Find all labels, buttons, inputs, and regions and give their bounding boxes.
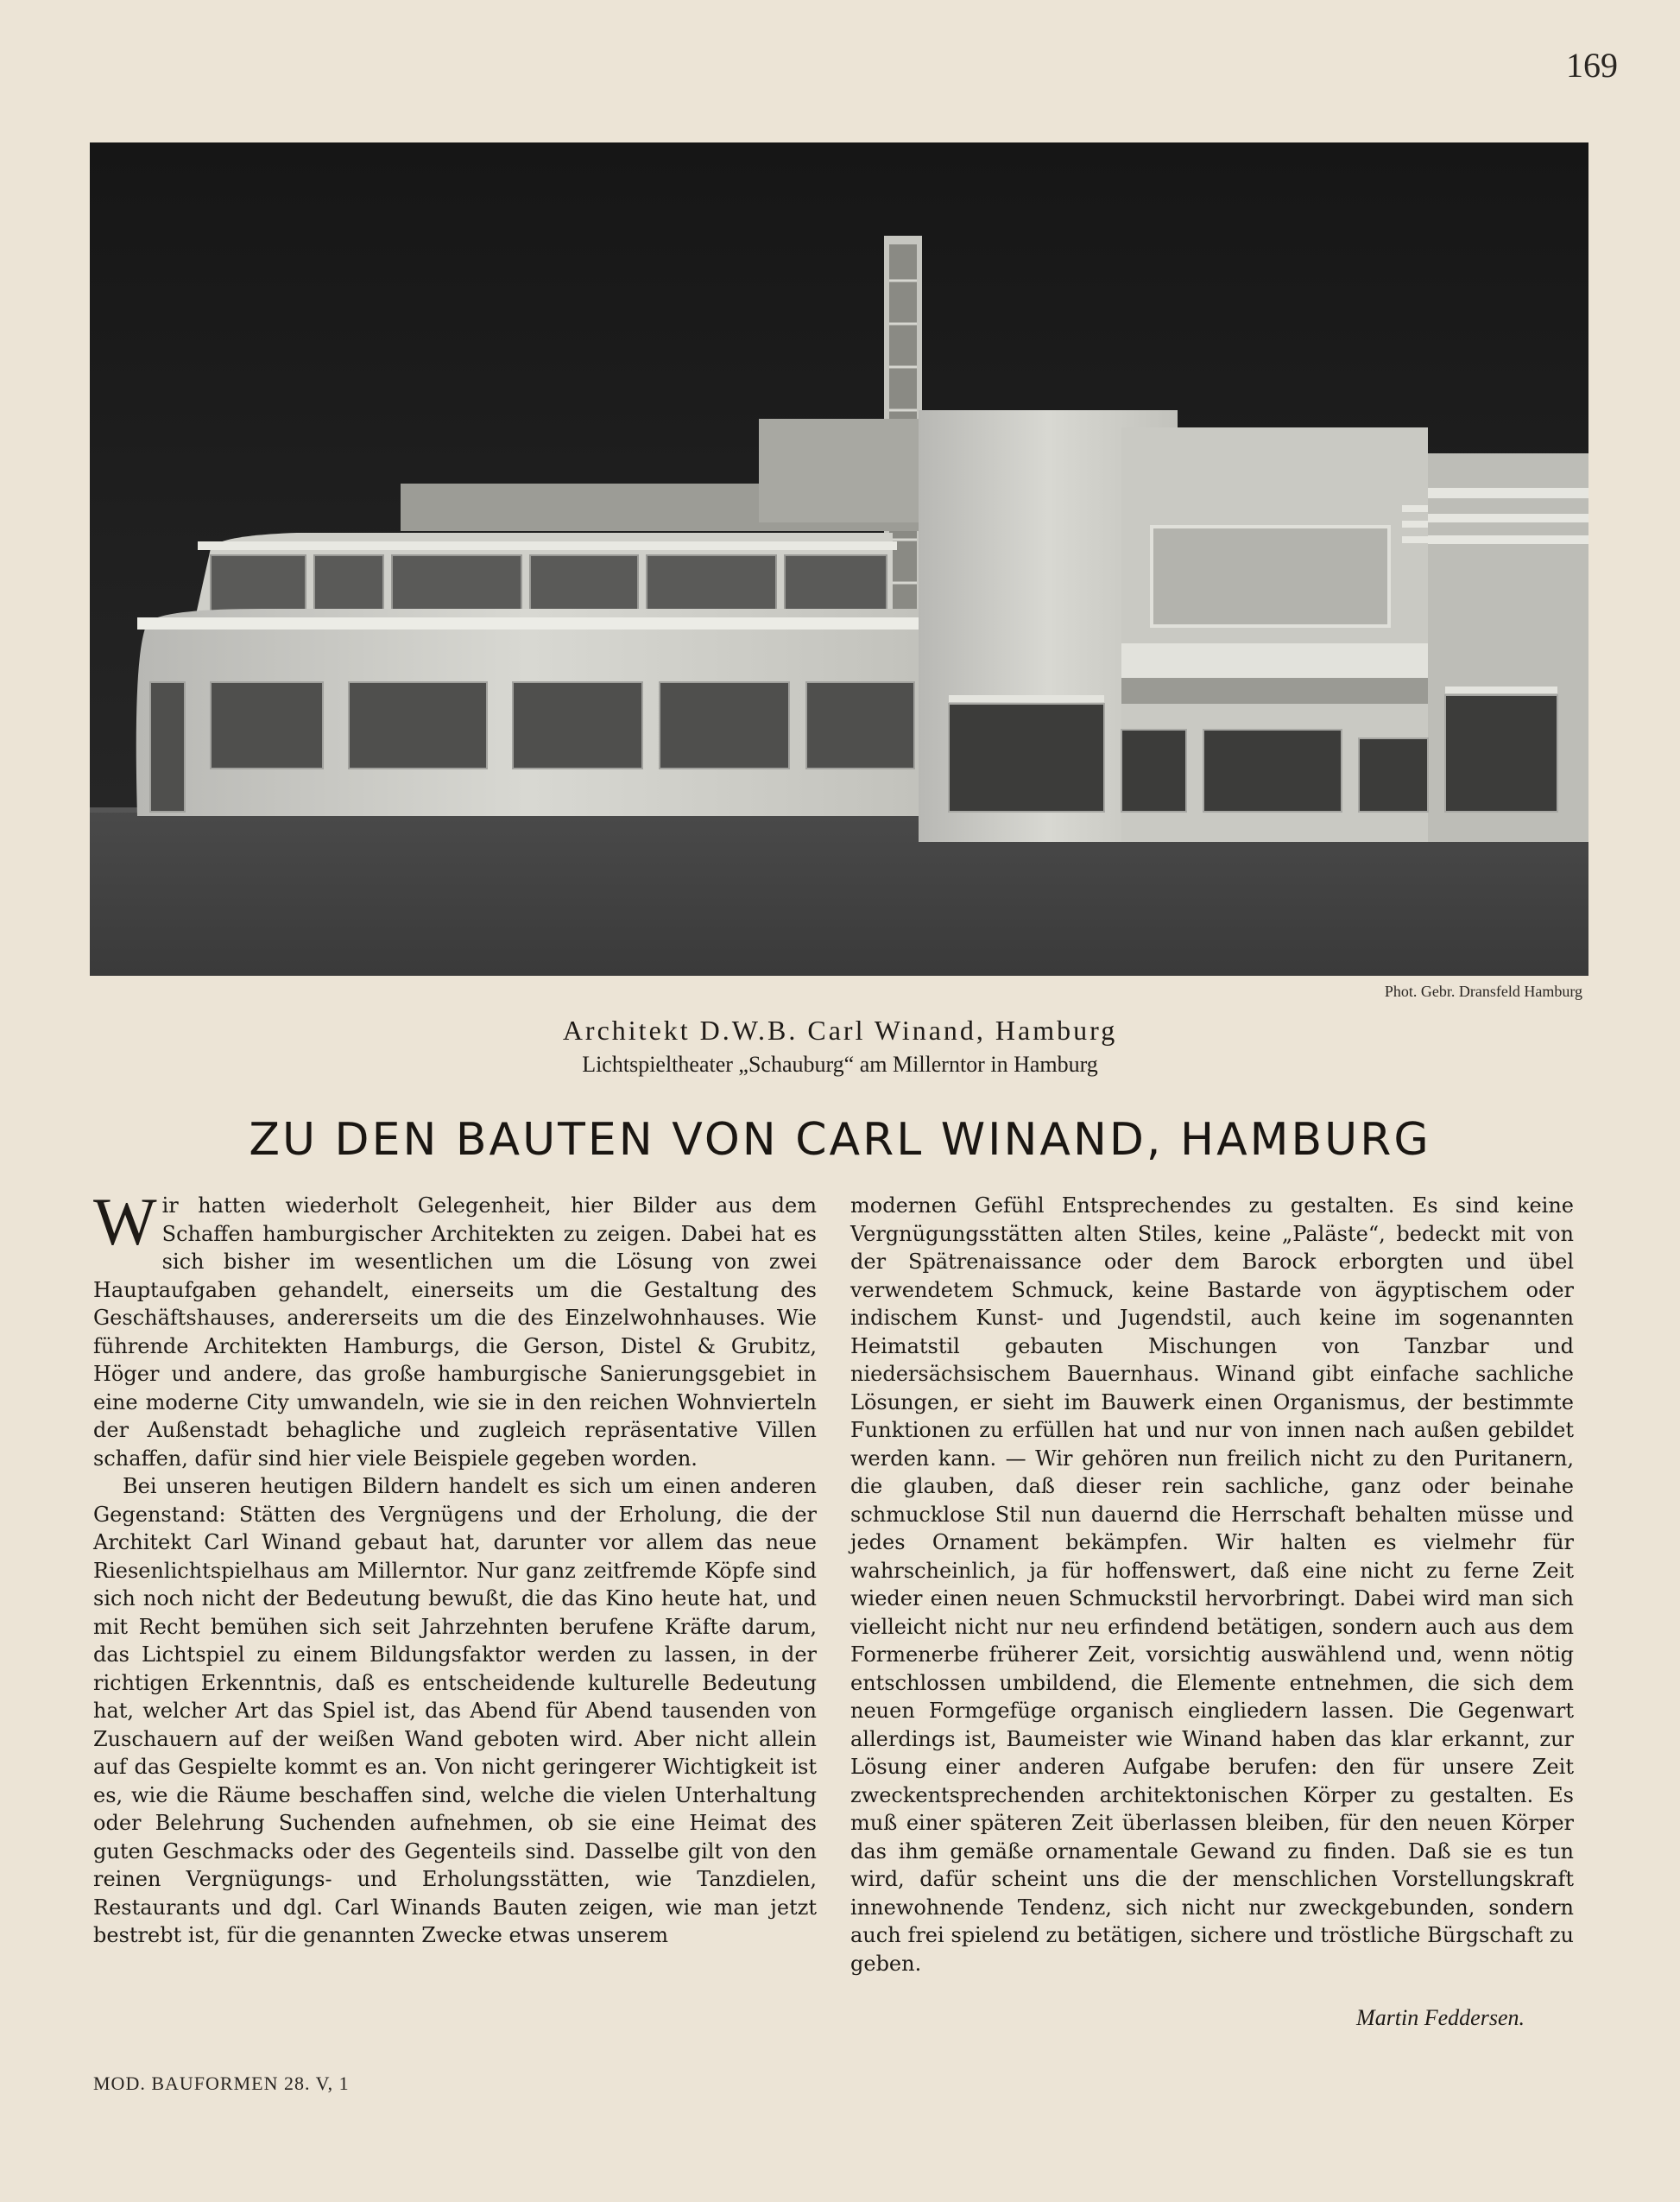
paragraph-1 [93, 1184, 817, 1472]
paragraph-2: Bei unseren heutigen Bildern handelt es sich um einen anderen Gegenstand: Stätten des Vergnügens und der Erholung, die der Architekt Carl Winand gebaut hat, darunter vor allem das neue Riesenlichtspielhaus am Millerntor. Nur ganz zeitfremde Köpfe sind sich noch nicht der Bedeutung bewußt, die das Kino heute hat, und mit Recht bemühen sich seit Jahrzehnten berufene Kräfte darum, das Lichtspiel zu einem Bildungsfaktor werden zu lassen, in der richtigen Erkenntnis, daß es entscheidende kulturelle Bedeutung hat, welcher Art das Spiel ist, das Abend für Abend tausenden von Zuschauern auf der weißen Wand geboten wird. Aber nicht allein auf das Gespielte kommt es an. Von nicht geringerer Wichtigkeit ist es, wie die Räume beschaffen sind, welche die vielen Unterhaltung oder Belehrung Suchenden aufnehmen, ob sie eine Heimat des guten Geschmacks oder des Gegenteils sind. Dasselbe gilt von den reinen Vergnügungs- und Erholungsstätten, wie Tanzdielen, Restaurants und dgl. Carl Winands Bauten zeigen, wie man jetzt bestrebt ist, für die genannten Zwecke etwas unserem [93, 1474, 817, 1947]
author-signature: Martin Feddersen. [1356, 2005, 1525, 2030]
paragraph-3: modernen Gefühl Entsprechendes zu gestalten. Es sind keine Vergnügungsstätten alten Stiles, keine „Paläste“, bedeckt mit von der Spätrenaissance oder dem Barock erborgten und übel verwendetem Schmuck, keine Bastarde von ägyptischem oder indischem Kunst- und Jugendstil, auch keine im sogenannten Heimatstil gebauten Mischungen von Tanzbar und niedersächsischem Bauernhaus. Winand gibt einfache sachliche Lösungen, er sieht im Bauwerk einen Organismus, der bestimmte Funktionen zu erfüllen hat und nur von innen nach außen gebildet werden kann. — Wir gehören nun freilich nicht zu den Puritanern, die glauben, daß dieser rein sachliche, ganz oder beinahe schmucklose Stil nun dauernd die Herrschaft behalten müsse und jedes Ornament bekämpfen. Wir halten es vielmehr für wahrscheinlich, ja für hoffenswert, daß eine nicht zu ferne Zeit wieder einen neuen Schmuckstil hervorbringt. Dabei wird man sich vielleicht nicht nur neu erfindend betätigen, sondern auch aus dem Formenerbe früherer Zeit, vorsichtig auswählend und, wenn nötig entschlossen umbildend, die Elemente entnehmen, die sich dem neuen Formgefüge organisch eingliedern lassen. Die Gegenwart allerdings ist, Baumeister wie Winand haben das klar erkannt, zur Lösung einer anderen Aufgabe berufen: den für unsere Zeit zweckentsprechenden architektonischen Körper zu gestalten. Es muß einer späteren Zeit überlassen bleiben, für den neuen Körper das ihm gemäße ornamentale Gewand zu finden. Daß sie es tun wird, dafür scheint uns die der menschlichen Vorstellungskraft innewohnende Tendenz, sich nicht nur zweckgebunden, sondern auch frei spielend zu betätigen, sichere und tröstliche Bürgschaft zu geben. [850, 1193, 1574, 1976]
article-column-right [850, 1192, 1574, 1977]
article-column-left [93, 1184, 817, 1950]
building-model-photo [90, 142, 1588, 976]
caption-architect: Architekt D.W.B. Carl Winand, Hamburg [562, 1015, 1118, 1046]
page-number: 169 [1566, 46, 1618, 85]
drop-cap: W [93, 1184, 157, 1259]
caption-building: Lichtspieltheater „Schauburg“ am Millerntor in Hamburg [582, 1052, 1098, 1077]
paragraph-1-text: ir hatten wiederholt Gelegenheit, hier Bilder aus dem Schaffen hamburgischer Architekten zu zeigen. Dabei hat es sich bisher im wesentlichen um die Lösung von zwei Hauptaufgaben gehandelt, einerseits um die Gestaltung des Geschäftshauses, andererseits um die des Einzelwohnhauses. Wie führende Architekten Hamburgs, die Gerson, Distel & Grubitz, Höger und andere, das große hamburgische Sanierungsgebiet in eine moderne City umwandeln, wie sie in den reichen Wohnvierteln der Außenstadt behagliche und zugleich repräsentative Villen schaffen, dafür sind hier viele Beispiele gegeben worden. [93, 1193, 817, 1471]
photo-credit: Phot. Gebr. Dransfeld Hamburg [1384, 983, 1582, 1000]
journal-footer: MOD. BAUFORMEN 28. V, 1 [93, 2072, 350, 2094]
article-title: ZU DEN BAUTEN VON CARL WINAND, HAMBURG [249, 1114, 1431, 1166]
